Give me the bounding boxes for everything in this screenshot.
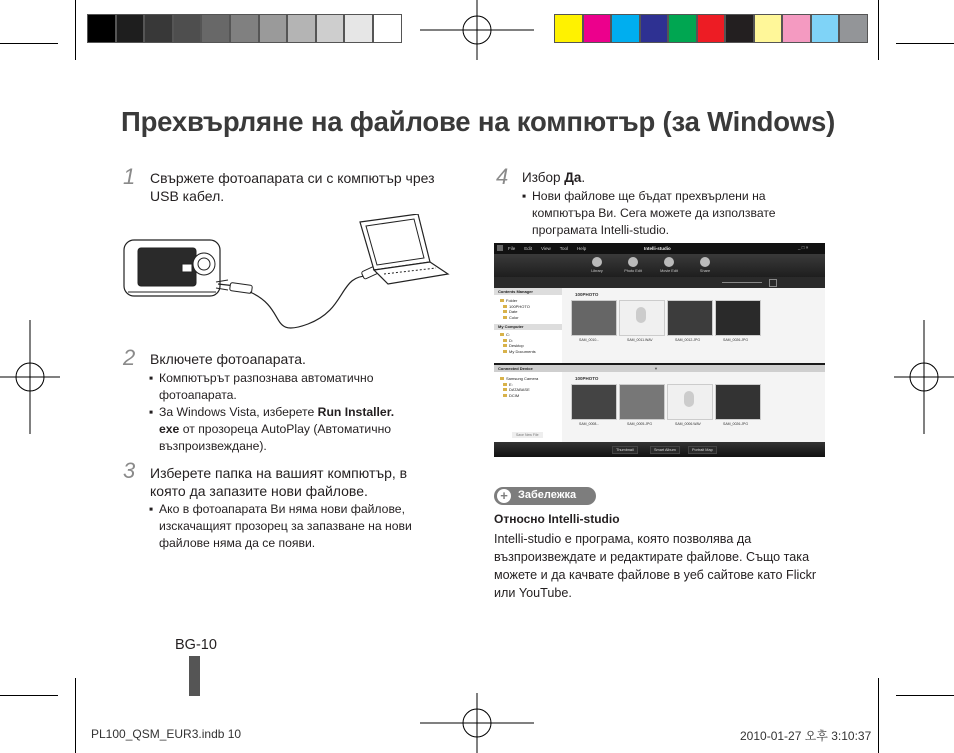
menu-item[interactable]: View: [541, 246, 551, 251]
crop-mark: [75, 678, 76, 753]
thumbnail[interactable]: [667, 384, 713, 420]
bullet-icon: ▪: [522, 189, 527, 203]
crop-mark: [878, 0, 879, 60]
bullet-item: [149, 501, 412, 552]
folder-icon: [503, 388, 507, 391]
note-line: Intelli-studio е програма, която позволява да: [494, 532, 752, 546]
crop-mark: [878, 678, 879, 753]
registration-mark-icon: [420, 693, 534, 753]
device-panel: [494, 372, 562, 442]
tree-label: D:: [509, 337, 513, 343]
step-text: [150, 464, 407, 500]
cmyk-swatch: [839, 14, 868, 43]
bullet-line: Компютърът разпознава автоматично: [159, 371, 374, 385]
gray-swatch: [287, 14, 316, 43]
menu-item[interactable]: Edit: [524, 246, 533, 251]
gray-swatch: [116, 14, 145, 43]
page-number: BG-10: [175, 637, 217, 653]
tree-label: DCIM: [509, 392, 520, 398]
thumbnail-label: SAM_0008...: [579, 422, 600, 426]
note-line: можете и да качвате файлове в уеб сайтове като Flickr: [494, 568, 817, 582]
registration-mark-icon: [420, 0, 534, 60]
thumbnail-label: SAM_0010...: [579, 338, 600, 342]
crop-mark: [75, 0, 76, 60]
folder-icon: [503, 383, 507, 386]
tool-icon: [700, 257, 710, 267]
folder-icon: [503, 344, 507, 347]
step-text: Избор Да.: [522, 170, 586, 185]
panel-header: Contents Manager: [494, 288, 562, 295]
crop-mark: [0, 43, 58, 44]
crop-mark: [896, 695, 954, 696]
tool-button[interactable]: [618, 255, 648, 276]
footer-timestamp: 2010-01-27 오후 3:10:37: [740, 729, 872, 743]
tool-label: Library: [591, 269, 603, 273]
thumbnail[interactable]: [667, 300, 713, 336]
folder-icon: [500, 333, 504, 336]
bullet-line: изскачащият прозорец за запазване на нови: [159, 519, 412, 533]
cmyk-swatch: [697, 14, 726, 43]
note-line: възпроизвеждате и редактирате файлове. Също така: [494, 550, 810, 564]
thumbnail[interactable]: [619, 300, 665, 336]
tool-button[interactable]: [654, 255, 684, 276]
gray-swatch: [373, 14, 402, 43]
tool-label: Share: [699, 269, 711, 273]
thumbnail-label: SAM_0026.JPG: [723, 338, 749, 342]
content-area-top: [562, 288, 825, 363]
tree-item[interactable]: [500, 349, 536, 355]
thumbnail[interactable]: [571, 384, 617, 420]
menu-bar: [494, 243, 825, 254]
thumbnail-label: SAM_0005.JPG: [627, 422, 653, 426]
view-button[interactable]: Thumbnail: [612, 446, 638, 454]
page-tab-marker: [189, 656, 200, 696]
folder-icon: [503, 316, 507, 319]
gray-swatch: [259, 14, 288, 43]
gray-swatch: [144, 14, 173, 43]
gray-swatch: [316, 14, 345, 43]
tree-item[interactable]: [500, 393, 538, 399]
tree-item[interactable]: [500, 376, 538, 382]
tree-label: My Documents: [509, 348, 536, 354]
bullet-item: [149, 370, 374, 404]
panel-header: My Computer: [494, 324, 562, 330]
tree-label: DATABASE: [509, 387, 530, 392]
camera-icon: [124, 240, 220, 296]
thumbnail[interactable]: [619, 384, 665, 420]
view-button[interactable]: Smart Album: [650, 446, 680, 454]
step-line: която да запазите нови файлове.: [150, 483, 368, 499]
toolbar: [494, 254, 825, 277]
step-line: Свържете фотоапарата си с компютър чрез: [150, 170, 435, 186]
thumbnail-label: SAM_0026.JPG: [723, 422, 749, 426]
cmyk-swatch: [640, 14, 669, 43]
folder-icon: [503, 305, 507, 308]
bullet-line: фотоапарата.: [159, 388, 237, 402]
tool-icon: [664, 257, 674, 267]
cmyk-swatch: [754, 14, 783, 43]
cmyk-swatch: [725, 14, 754, 43]
bullet-line: За Windows Vista, изберете Run Installer.: [159, 405, 395, 419]
menu-items: [508, 246, 595, 251]
tool-label: Movie Edit: [660, 269, 678, 273]
tree-label: Color: [509, 314, 519, 320]
tool-icon: [628, 257, 638, 267]
tool-icon: [592, 257, 602, 267]
window-controls-icon: _ □ ×: [798, 245, 809, 250]
registration-mark-icon: [894, 320, 954, 434]
bullet-item: [522, 188, 776, 239]
registration-mark-icon: [0, 320, 60, 434]
microphone-icon: [684, 391, 694, 407]
bullet-line: компютъра Ви. Сега можете да използвате: [532, 206, 776, 220]
step-number: 2: [123, 345, 136, 370]
bullet-line: Нови файлове ще бъдат прехвърлени на: [532, 189, 766, 203]
cmyk-swatch: [583, 14, 612, 43]
thumbnail[interactable]: [571, 300, 617, 336]
bullet-icon: ▪: [149, 405, 154, 419]
bullet-line: програмата Intelli-studio.: [532, 223, 670, 237]
note-body: [494, 530, 816, 602]
cmyk-swatch: [554, 14, 583, 43]
microphone-icon: [636, 307, 646, 323]
gray-swatch: [344, 14, 373, 43]
thumbnail[interactable]: [715, 384, 761, 420]
gray-swatch: [87, 14, 116, 43]
cmyk-swatch: [811, 14, 840, 43]
cmyk-swatch: [668, 14, 697, 43]
tree-label: E:: [509, 381, 513, 387]
tree-item[interactable]: [500, 315, 530, 321]
folder-label: 100PHOTO: [575, 376, 599, 381]
step-number: 1: [123, 164, 136, 189]
gray-swatch: [173, 14, 202, 43]
view-button[interactable]: Portrait Map: [688, 446, 717, 454]
thumbnail-label: SAM_0011.WAV: [627, 338, 653, 342]
step-number: 4: [496, 164, 509, 189]
cmyk-swatch: [611, 14, 640, 43]
contents-manager-panel: [494, 288, 562, 363]
tree-label: C:: [506, 332, 510, 337]
bullet-line: Ако в фотоапарата Ви няма нови файлове,: [159, 502, 405, 516]
device-tree: [500, 376, 538, 398]
panel-header: Connected Device: [498, 366, 533, 371]
tree-label: Date: [509, 309, 518, 314]
folder-icon: [503, 350, 507, 353]
note-badge: [494, 487, 596, 505]
crop-mark: [896, 43, 954, 44]
bullet-icon: ▪: [149, 502, 154, 516]
plus-icon: +: [497, 489, 511, 503]
save-new-file-button[interactable]: Save New File: [512, 432, 543, 438]
step-line: Изберете папка на вашият компютър, в: [150, 465, 408, 481]
menu-item[interactable]: Help: [576, 246, 587, 251]
gray-swatch: [201, 14, 230, 43]
bullet-icon: ▪: [149, 371, 154, 385]
step-text: Включете фотоапарата.: [150, 351, 306, 367]
folder-icon: [503, 339, 507, 342]
note-label: Забележка: [518, 489, 577, 501]
computer-tree: [500, 332, 536, 354]
thumbnail-label: SAM_0012.JPG: [675, 338, 701, 342]
tree-label: 100PHOTO: [509, 303, 530, 309]
tree-label: Samsung Camera: [506, 376, 539, 381]
note-line: или YouTube.: [494, 586, 572, 600]
cmyk-swatch: [782, 14, 811, 43]
folder-label: 100PHOTO: [575, 292, 599, 297]
page-title: Прехвърляне на файлове на компютър (за Windows): [121, 106, 836, 137]
content-area-bottom: [562, 372, 825, 442]
sub-toolbar: [494, 277, 825, 288]
app-title: Intelli-studio: [644, 246, 671, 251]
bullet-line: файлове няма да се появи.: [159, 536, 316, 550]
intelli-studio-screenshot: [494, 243, 825, 457]
tool-button[interactable]: [690, 255, 720, 276]
chevron-down-icon[interactable]: ▼: [654, 366, 658, 371]
bottom-bar: [494, 442, 825, 457]
tool-button[interactable]: [582, 255, 612, 276]
crop-mark: [0, 695, 58, 696]
folder-tree: [500, 298, 530, 320]
folder-icon: [500, 377, 504, 380]
menu-item[interactable]: File: [508, 246, 516, 251]
app-logo-icon: [497, 245, 503, 251]
slider[interactable]: [722, 282, 762, 283]
thumbnail[interactable]: [715, 300, 761, 336]
menu-item[interactable]: Tool: [559, 246, 568, 251]
zoom-icon[interactable]: [769, 279, 777, 287]
bullet-line: възпроизвеждане).: [159, 439, 267, 453]
bullet-line: exe от прозореца AutoPlay (Автоматично: [159, 422, 392, 436]
folder-icon: [503, 394, 507, 397]
footer-file-info: PL100_QSM_EUR3.indb 10: [91, 727, 242, 741]
connected-device-header: [494, 365, 825, 372]
step-text: [150, 169, 435, 205]
tree-label: Folder: [506, 298, 518, 303]
note-heading: Относно Intelli-studio: [494, 512, 620, 526]
tree-label: Desktop: [509, 343, 524, 348]
step-number: 3: [123, 458, 136, 483]
folder-icon: [503, 310, 507, 313]
tool-label: Photo Edit: [624, 269, 642, 273]
thumbnail-label: SAM_0006.WAV: [675, 422, 701, 426]
camera-laptop-illustration: [118, 214, 458, 344]
bullet-item: [149, 404, 395, 455]
gray-swatch: [230, 14, 259, 43]
step-line: USB кабел.: [150, 188, 225, 204]
folder-icon: [500, 299, 504, 302]
